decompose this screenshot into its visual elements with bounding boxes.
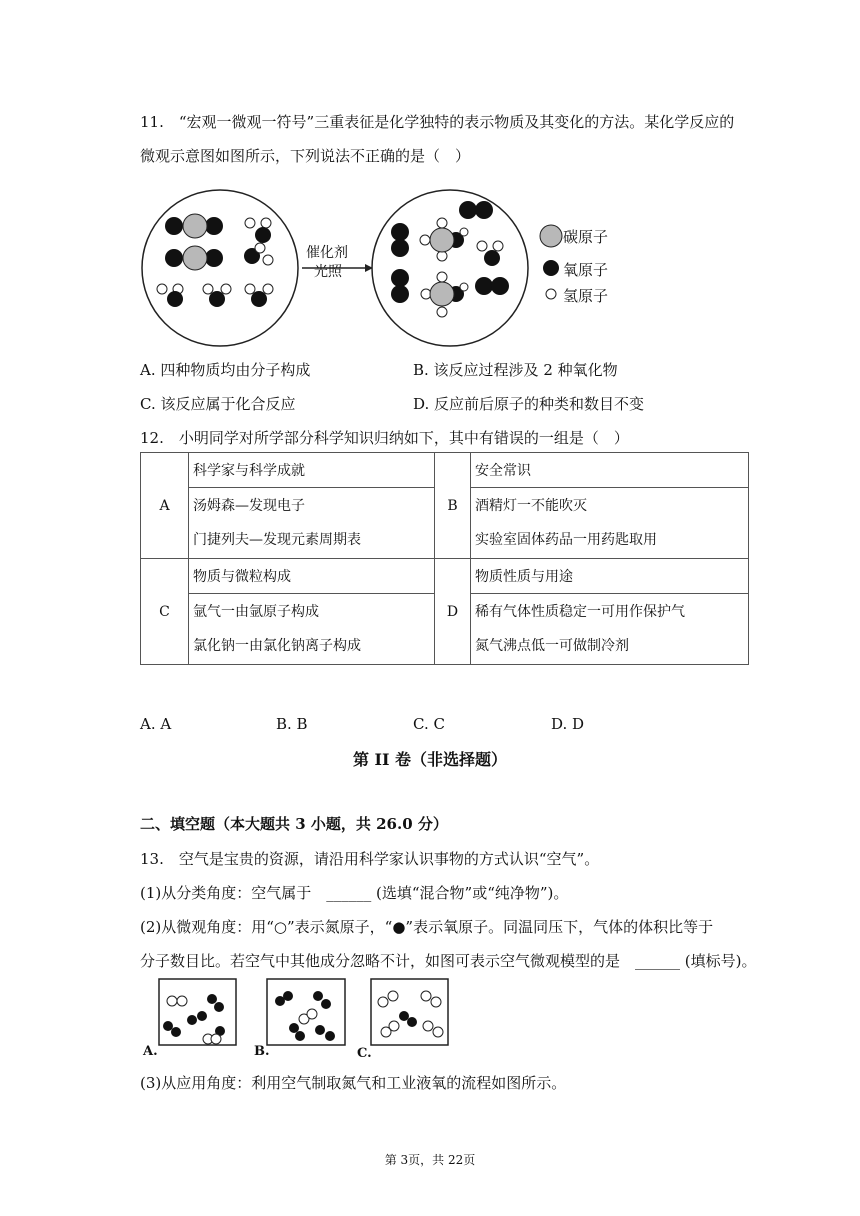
row-c-label: C — [141, 559, 189, 665]
methane-molecule — [165, 246, 223, 270]
legend-carbon: 碳原子 — [563, 228, 609, 246]
oxygen-molecule — [475, 277, 509, 295]
q12-option-a: A. A — [140, 715, 172, 733]
methane-molecule — [165, 214, 223, 238]
q11-stem-line2: 微观示意图如图所示，下列说法不正确的是（ ） — [140, 147, 471, 165]
cell-c-line1: 氩气一由氩原子构成 — [193, 604, 319, 620]
q13-part2-line2: 分子数目比。若空气中其他成分忽略不计，如图可表示空气微观模型的是 ______ (填标号)。 — [140, 952, 757, 970]
product-circle — [372, 190, 528, 346]
air-model-boxes — [140, 976, 460, 1062]
row-d-label: D — [435, 559, 471, 665]
cell-b-title: 安全常识 — [471, 453, 749, 488]
water-molecule — [157, 284, 183, 307]
cell-d-content — [471, 594, 749, 665]
cell-d-title: 物质性质与用途 — [471, 559, 749, 594]
cell-b-line2: 实验室固体药品一用药匙取用 — [475, 532, 657, 548]
q11-option-b: B. 该反应过程涉及 2 种氧化物 — [413, 361, 618, 379]
carbon-atom-legend-icon — [540, 225, 562, 247]
model-label-c: C. — [357, 1046, 372, 1061]
q12-table — [140, 452, 749, 665]
water-molecule — [203, 284, 231, 307]
section2-heading: 二、填空题（本大题共 3 小题，共 26.0 分） — [140, 815, 448, 833]
q13-stem: 13. 空气是宝贵的资源，请沿用科学家认识事物的方式认识“空气”。 — [140, 850, 600, 868]
q12-option-d: D. D — [551, 715, 585, 733]
reactant-circle — [142, 190, 298, 346]
oxygen-atom-legend-icon — [543, 260, 559, 276]
q12-option-c: C. C — [413, 715, 445, 733]
q13-part2-line1: (2)从微观角度：用“○”表示氮原子，“●”表示氧原子。同温同压下，气体的体积比等于 — [140, 918, 714, 936]
row-b-label: B — [435, 453, 471, 559]
q11-option-d: D. 反应前后原子的种类和数目不变 — [413, 395, 645, 413]
q12-stem: 12. 小明同学对所学部分科学知识归纳如下，其中有错误的一组是（ ） — [140, 429, 629, 447]
reaction-diagram — [140, 188, 620, 348]
q11-option-a: A. 四种物质均由分子构成 — [140, 361, 311, 379]
part2-title: 第 II 卷（非选择题） — [352, 750, 508, 769]
hydrogen-atom-legend-icon — [546, 289, 556, 299]
oxygen-molecule — [459, 201, 493, 219]
water-molecule — [245, 284, 273, 307]
cell-b-content — [471, 488, 749, 559]
legend-hydrogen: 氢原子 — [563, 287, 609, 305]
model-label-a: A. — [143, 1044, 158, 1059]
q13-part3: (3)从应用角度：利用空气制取氮气和工业液氧的流程如图所示。 — [140, 1074, 567, 1092]
methanol-molecule — [421, 272, 468, 317]
cell-a-line1: 汤姆森—发现电子 — [193, 498, 305, 514]
cell-a-line2: 门捷列夫—发现元素周期表 — [193, 532, 361, 548]
catalyst-label: 催化剂 — [306, 245, 348, 261]
cell-a-content — [189, 488, 435, 559]
methanol-molecule — [420, 218, 468, 261]
q11-stem-line1: 11. “宏观一微观一符号”三重表征是化学独特的表示物质及其变化的方法。某化学反应的 — [140, 113, 735, 131]
cell-c-content — [189, 594, 435, 665]
water-molecule — [244, 243, 273, 265]
q13-part1: (1)从分类角度：空气属于 ______ (选填“混合物”或“纯净物”)。 — [140, 884, 569, 902]
q11-option-c: C. 该反应属于化合反应 — [140, 395, 296, 413]
water-molecule — [477, 241, 503, 266]
light-label: 光照 — [314, 264, 342, 280]
oxygen-molecule — [391, 269, 409, 303]
q12-option-b: B. B — [276, 715, 308, 733]
cell-c-title: 物质与微粒构成 — [189, 559, 435, 594]
oxygen-molecule — [391, 223, 409, 257]
row-a-label: A — [141, 453, 189, 559]
legend-oxygen: 氧原子 — [563, 261, 609, 279]
cell-c-line2: 氯化钠一由氯化钠离子构成 — [193, 638, 361, 654]
cell-d-line1: 稀有气体性质稳定一可用作保护气 — [475, 604, 685, 620]
cell-d-line2: 氮气沸点低一可做制冷剂 — [475, 638, 629, 654]
model-box-a — [159, 979, 236, 1045]
model-label-b: B. — [254, 1044, 270, 1059]
page-footer: 第 3页，共 22页 — [384, 1153, 476, 1167]
water-molecule — [245, 218, 271, 243]
cell-b-line1: 酒精灯一不能吹灭 — [475, 498, 587, 514]
cell-a-title: 科学家与科学成就 — [189, 453, 435, 488]
